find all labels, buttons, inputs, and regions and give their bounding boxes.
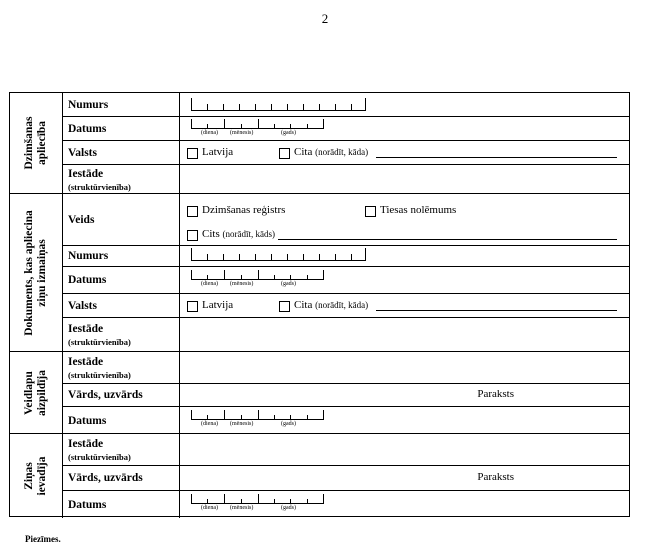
name-row	[62, 466, 629, 491]
country-label: Valsts	[62, 141, 180, 164]
country-row	[62, 141, 629, 165]
date-field[interactable]	[180, 267, 629, 293]
number-label: Numurs	[62, 93, 180, 116]
date-row	[62, 267, 629, 294]
form-table	[9, 92, 630, 517]
type-label: Veids	[62, 194, 180, 245]
signature-label: Paraksts	[477, 471, 514, 483]
year-caption: (gads)	[281, 421, 296, 427]
institution-label: Iestāde (struktūrvienība)	[62, 165, 180, 194]
birth-certificate-section	[10, 93, 629, 194]
name-field[interactable]	[180, 466, 629, 490]
form-filled-by-section	[10, 352, 629, 434]
other-type-label: Cits (norādīt, kāds)	[202, 228, 275, 240]
other-country-checkbox[interactable]	[279, 148, 290, 159]
other-country-label: Cita (norādīt, kāda)	[294, 146, 369, 158]
day-caption: (diena)	[201, 130, 218, 136]
number-field[interactable]	[180, 246, 629, 266]
institution-field[interactable]	[180, 165, 629, 194]
section-title: Dokuments, kas apliecina ziņu izmaiņas	[10, 194, 63, 351]
name-field[interactable]	[180, 384, 629, 406]
institution-row	[62, 318, 629, 352]
type-row	[62, 194, 629, 246]
day-caption: (diena)	[201, 281, 218, 287]
other-type-checkbox[interactable]	[187, 230, 198, 241]
institution-label: Iestāde (struktūrvienība)	[62, 352, 180, 383]
country-row	[62, 294, 629, 318]
other-country-label: Cita (norādīt, kāda)	[294, 299, 369, 311]
institution-field[interactable]	[180, 434, 629, 465]
date-label: Datums	[62, 407, 180, 434]
institution-row	[62, 352, 629, 384]
date-cells	[191, 270, 324, 280]
country-field	[180, 294, 629, 317]
year-caption: (gads)	[281, 505, 296, 511]
change-document-section	[10, 194, 629, 352]
institution-label: Iestāde (struktūrvienība)	[62, 318, 180, 352]
date-field[interactable]	[180, 491, 629, 518]
other-country-checkbox[interactable]	[279, 301, 290, 312]
country-label: Valsts	[62, 294, 180, 317]
number-cells	[191, 248, 366, 261]
day-caption: (diena)	[201, 421, 218, 427]
date-row	[62, 407, 629, 434]
country-field	[180, 141, 629, 164]
day-caption: (diena)	[201, 505, 218, 511]
court-ruling-checkbox[interactable]	[365, 206, 376, 217]
year-caption: (gads)	[281, 130, 296, 136]
date-label: Datums	[62, 491, 180, 518]
other-type-input[interactable]	[278, 239, 617, 240]
date-field[interactable]	[180, 407, 629, 434]
registry-label: Dzimšanas reģistrs	[202, 204, 286, 216]
date-label: Datums	[62, 117, 180, 140]
date-cells	[191, 119, 324, 129]
name-label: Vārds, uzvārds	[62, 466, 180, 490]
date-row	[62, 117, 629, 141]
section-title: Veidlapu aizpildīja	[10, 352, 63, 433]
institution-row	[62, 165, 629, 194]
date-cells	[191, 410, 324, 420]
type-field	[180, 194, 629, 245]
month-caption: (mēnesis)	[230, 505, 254, 511]
number-row	[62, 93, 629, 117]
institution-field[interactable]	[180, 352, 629, 383]
institution-row	[62, 434, 629, 466]
section-title: Dzimšanas apliecība	[10, 93, 63, 193]
other-country-input[interactable]	[376, 310, 617, 311]
data-entered-by-section	[10, 434, 629, 518]
number-field[interactable]	[180, 93, 629, 116]
month-caption: (mēnesis)	[230, 421, 254, 427]
name-label: Vārds, uzvārds	[62, 384, 180, 406]
institution-field[interactable]	[180, 318, 629, 352]
latvia-checkbox[interactable]	[187, 148, 198, 159]
year-caption: (gads)	[281, 281, 296, 287]
section-title: Ziņas ievadīja	[10, 434, 63, 518]
other-country-input[interactable]	[376, 157, 617, 158]
date-field[interactable]	[180, 117, 629, 140]
number-label: Numurs	[62, 246, 180, 266]
month-caption: (mēnesis)	[230, 130, 254, 136]
latvia-checkbox[interactable]	[187, 301, 198, 312]
latvia-label: Latvija	[202, 146, 234, 158]
number-cells	[191, 98, 366, 111]
month-caption: (mēnesis)	[230, 281, 254, 287]
page-number: 2	[321, 11, 329, 26]
latvia-label: Latvija	[202, 299, 234, 311]
signature-label: Paraksts	[477, 388, 514, 400]
number-row	[62, 246, 629, 267]
institution-label: Iestāde (struktūrvienība)	[62, 434, 180, 465]
date-cells	[191, 494, 324, 504]
date-row	[62, 491, 629, 518]
date-label: Datums	[62, 267, 180, 293]
court-ruling-label: Tiesas nolēmums	[380, 204, 457, 216]
registry-checkbox[interactable]	[187, 206, 198, 217]
name-row	[62, 384, 629, 407]
notes-label: Piezīmes.	[25, 534, 61, 544]
